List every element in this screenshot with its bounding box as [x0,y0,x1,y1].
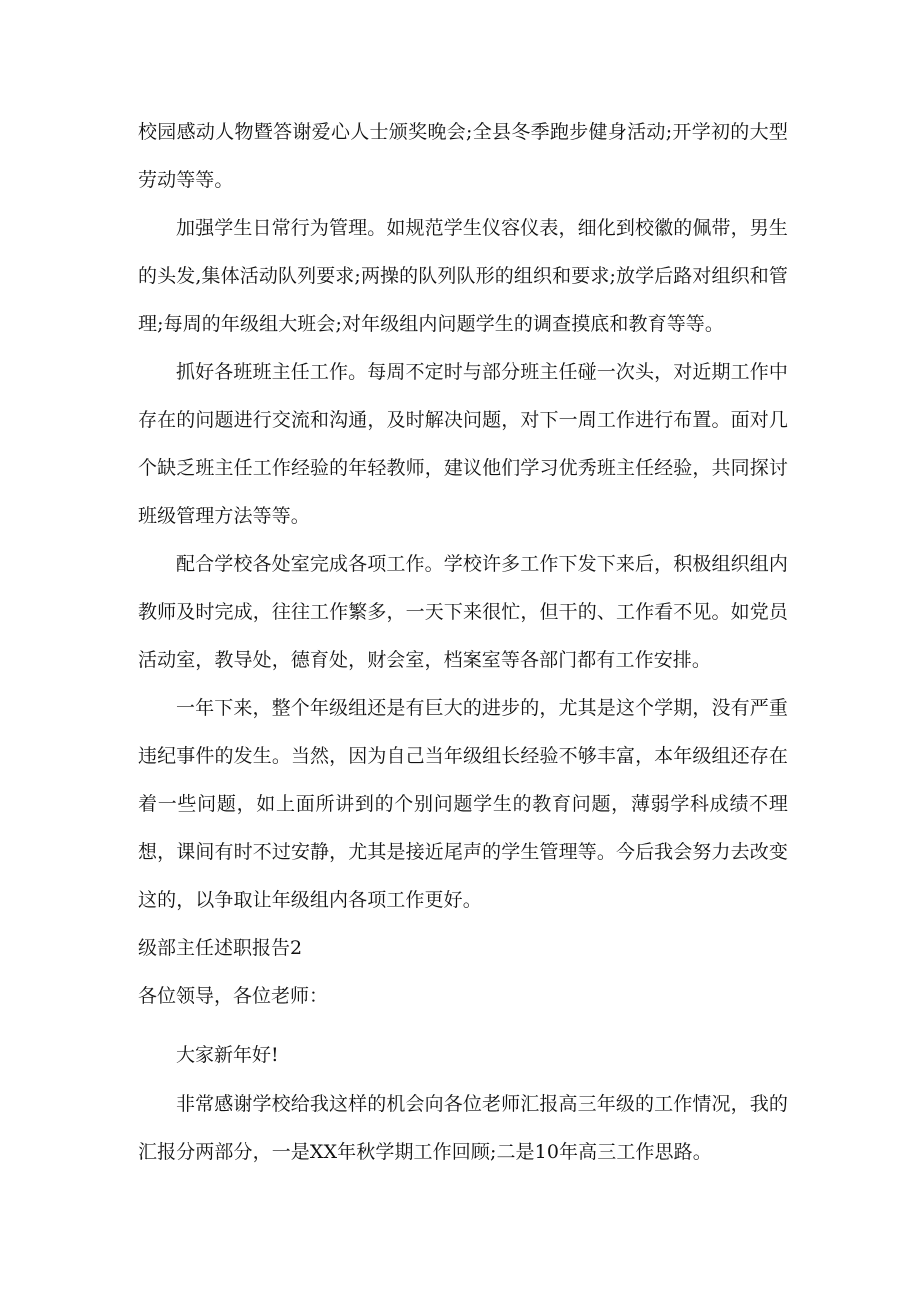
paragraph-5: 一年下来，整个年级组还是有巨大的进步的，尤其是这个学期，没有严重违纪事件的发生。当然，因为自己当年级组长经验不够丰富，本年级组还存在着一些问题，如上面所讲到的个别问题学生的教育问题，薄弱学科成绩不理想，课间有时不过安静，尤其是接近尾声的学生管理等。今后我会努力去改变这的，以争取让年级组内各项工作更好。 [138,697,788,911]
section-title: 级部主任述职报告2 [138,937,303,959]
closing-paragraph: 非常感谢学校给我这样的机会向各位老师汇报高三年级的工作情况，我的汇报分两部分，一是XX年秋学期工作回顾;二是10年高三工作思路。 [138,1093,788,1163]
paragraph-2: 加强学生日常行为管理。如规范学生仪容仪表，细化到校徽的佩带，男生的头发,集体活动队列要求;两操的队列队形的组织和要求;放学后路对组织和管理;每周的年级组大班会;对年级组内问题学生的调查摸底和教育等等。 [138,217,788,335]
paragraph-4: 配合学校各处室完成各项工作。学校许多工作下发下来后，积极组织组内教师及时完成，往往工作繁多，一天下来很忙，但干的、工作看不见。如党员活动室，教导处，德育处，财会室，档案室等各部门都有工作安排。 [138,553,788,671]
greeting: 大家新年好! [176,1044,279,1066]
paragraph-3: 抓好各班班主任工作。每周不定时与部分班主任碰一次头，对近期工作中存在的问题进行交流和沟通，及时解决问题，对下一周工作进行布置。面对几个缺乏班主任工作经验的年轻教师，建议他们学习优秀班主任经验，共同探讨班级管理方法等等。 [138,361,788,527]
salutation: 各位领导，各位老师： [138,985,329,1007]
paragraph-1: 校园感动人物暨答谢爱心人士颁奖晚会;全县冬季跑步健身活动;开学初的大型劳动等等。 [138,121,788,191]
